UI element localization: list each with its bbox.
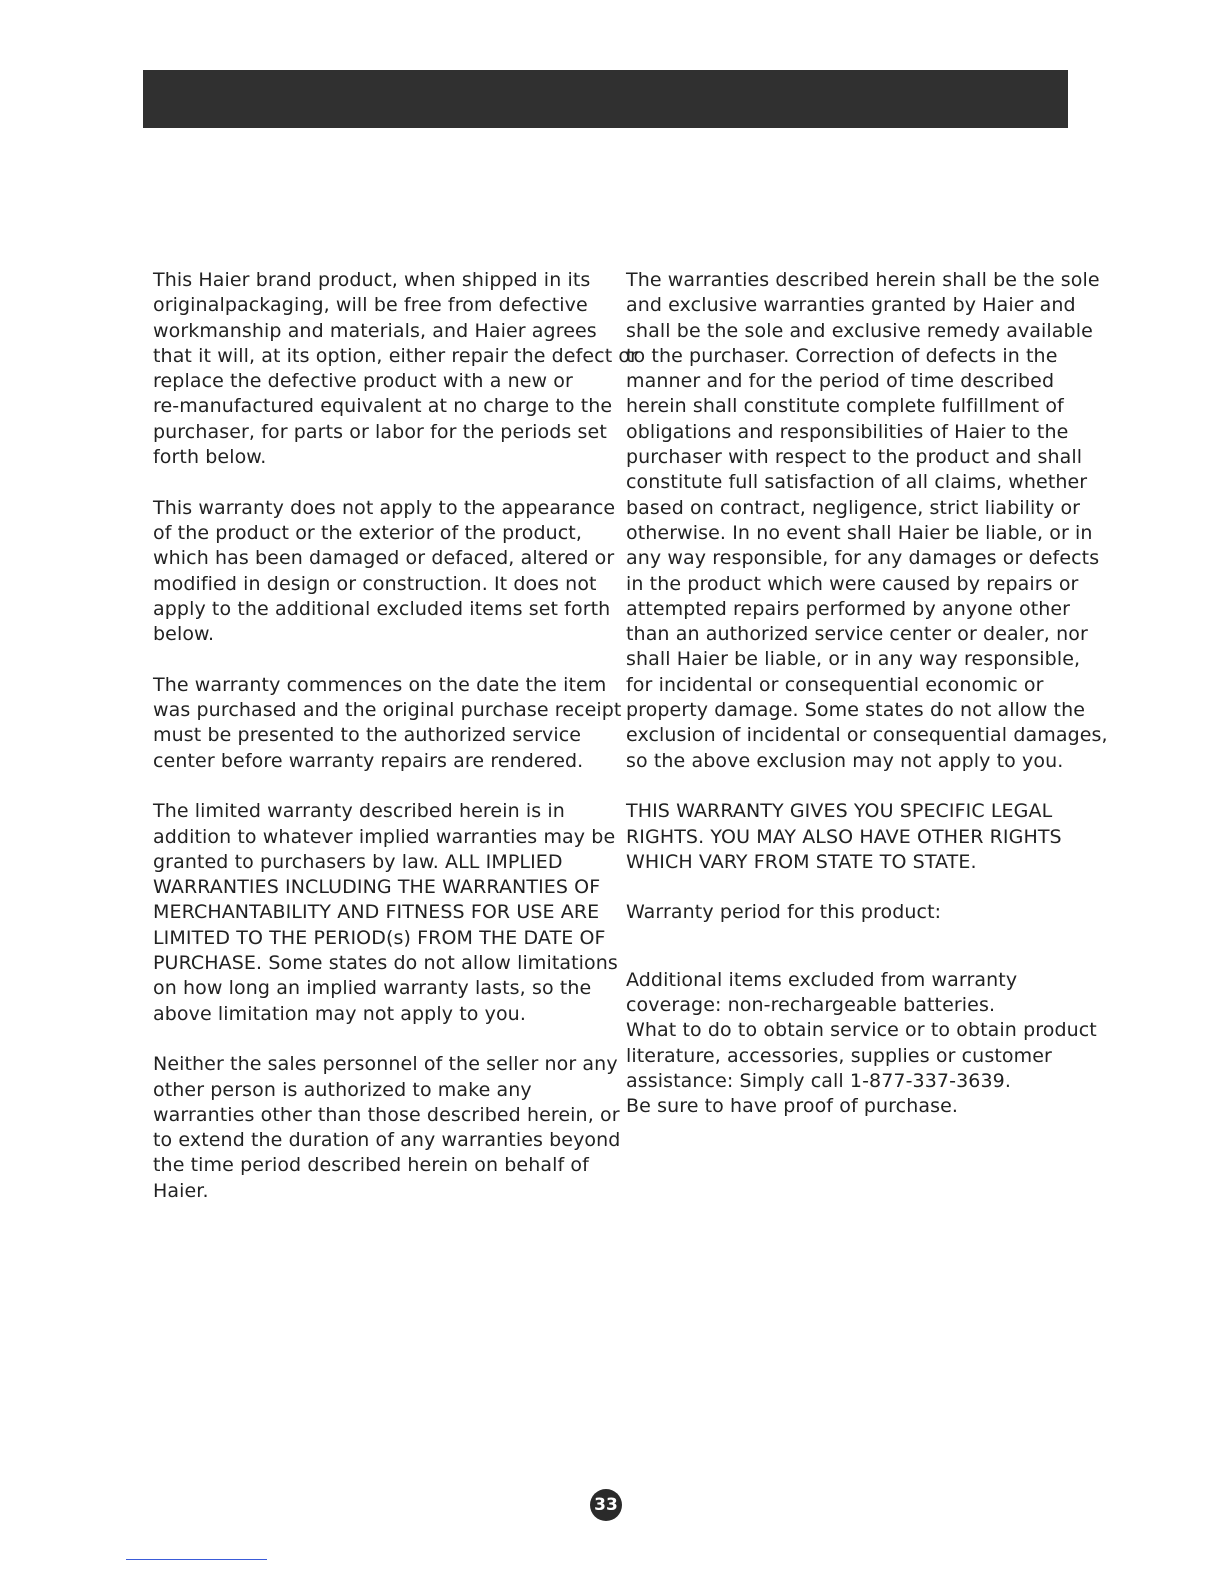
warranty-coverage-paragraph: This Haier brand product, when shipped in its originalpackaging, will be free from defective workmanship and materials, and Haier agrees that it will, at its option, either repair the defect or replace the defective product with a new or re-manufactured equivalent at no charge to the purchaser, for parts or labor for the periods set forth below. bbox=[153, 269, 639, 469]
sales-personnel-paragraph: Neither the sales personnel of the seller nor any other person is authorized to make any warranties other than those described herein, or to extend the duration of any warranties beyond the time period described herein on behalf of Haier. bbox=[153, 1053, 621, 1202]
legal-rights-paragraph: THIS WARRANTY GIVES YOU SPECIFIC LEGAL RIGHTS. YOU MAY ALSO HAVE OTHER RIGHTS WHICH VARY FROM STATE TO STATE. bbox=[626, 800, 1062, 873]
footer-rule bbox=[126, 1559, 267, 1560]
warranty-exclusion-paragraph: This warranty does not apply to the appearance of the product or the exterior of the product, which has been damaged or defaced, altered or modified in design or construction. It does not apply to the additional excluded items set forth below. bbox=[153, 496, 616, 646]
header-bar bbox=[143, 70, 1068, 128]
right-column bbox=[626, 268, 1108, 1120]
warranty-period-paragraph: Warranty period for this product: bbox=[626, 901, 942, 924]
exclusive-warranties-paragraph: The warranties described herein shall be the sole and exclusive warranties granted by Haier and shall be the sole and exclusive remedy available to the purchaser. Correction of defects in the manner and for the period of time described herein shall constitute complete fulfillment of obligations and responsibilities of Haier to the purchaser with respect to the product and shall constitute full satisfaction of all claims, whether based on contract, negligence, strict liability or otherwise. In no event shall Haier be liable, or in any way responsible, for any damages or defects in the product which were caused by repairs or attempted repairs performed by anyone other than an authorized service center or dealer, nor shall Haier be liable, or in any way responsible, for incidental or consequential economic or property damage. Some states do not allow the exclusion of incidental or consequential damages, so the above exclusion may not apply to you. bbox=[626, 269, 1108, 772]
implied-warranties-paragraph: The limited warranty described herein is in addition to whatever implied warranties may be granted to purchasers by law. ALL IMPLIED WARRANTIES INCLUDING THE WARRANTIES OF MERCHANTABILITY AND FITNESS FOR USE ARE LIMITED TO THE PERIOD(s) FROM THE DATE OF PURCHASE. Some states do not allow limitations on how long an implied warranty lasts, so the above limitation may not apply to you. bbox=[153, 800, 618, 1025]
page-number-badge: 33 bbox=[590, 1489, 622, 1521]
warranty-commencement-paragraph: The warranty commences on the date the item was purchased and the original purchase receipt must be presented to the authorized service center before warranty repairs are rendered. bbox=[153, 673, 622, 772]
left-column bbox=[153, 268, 639, 1204]
additional-exclusions-paragraph: Additional items excluded from warranty coverage: non-rechargeable batteries. What to do to obtain service or to obtain product literature, accessories, supplies or customer assistance: Simply call 1-877-337-3639. Be sure to have proof of purchase. bbox=[626, 968, 1097, 1118]
